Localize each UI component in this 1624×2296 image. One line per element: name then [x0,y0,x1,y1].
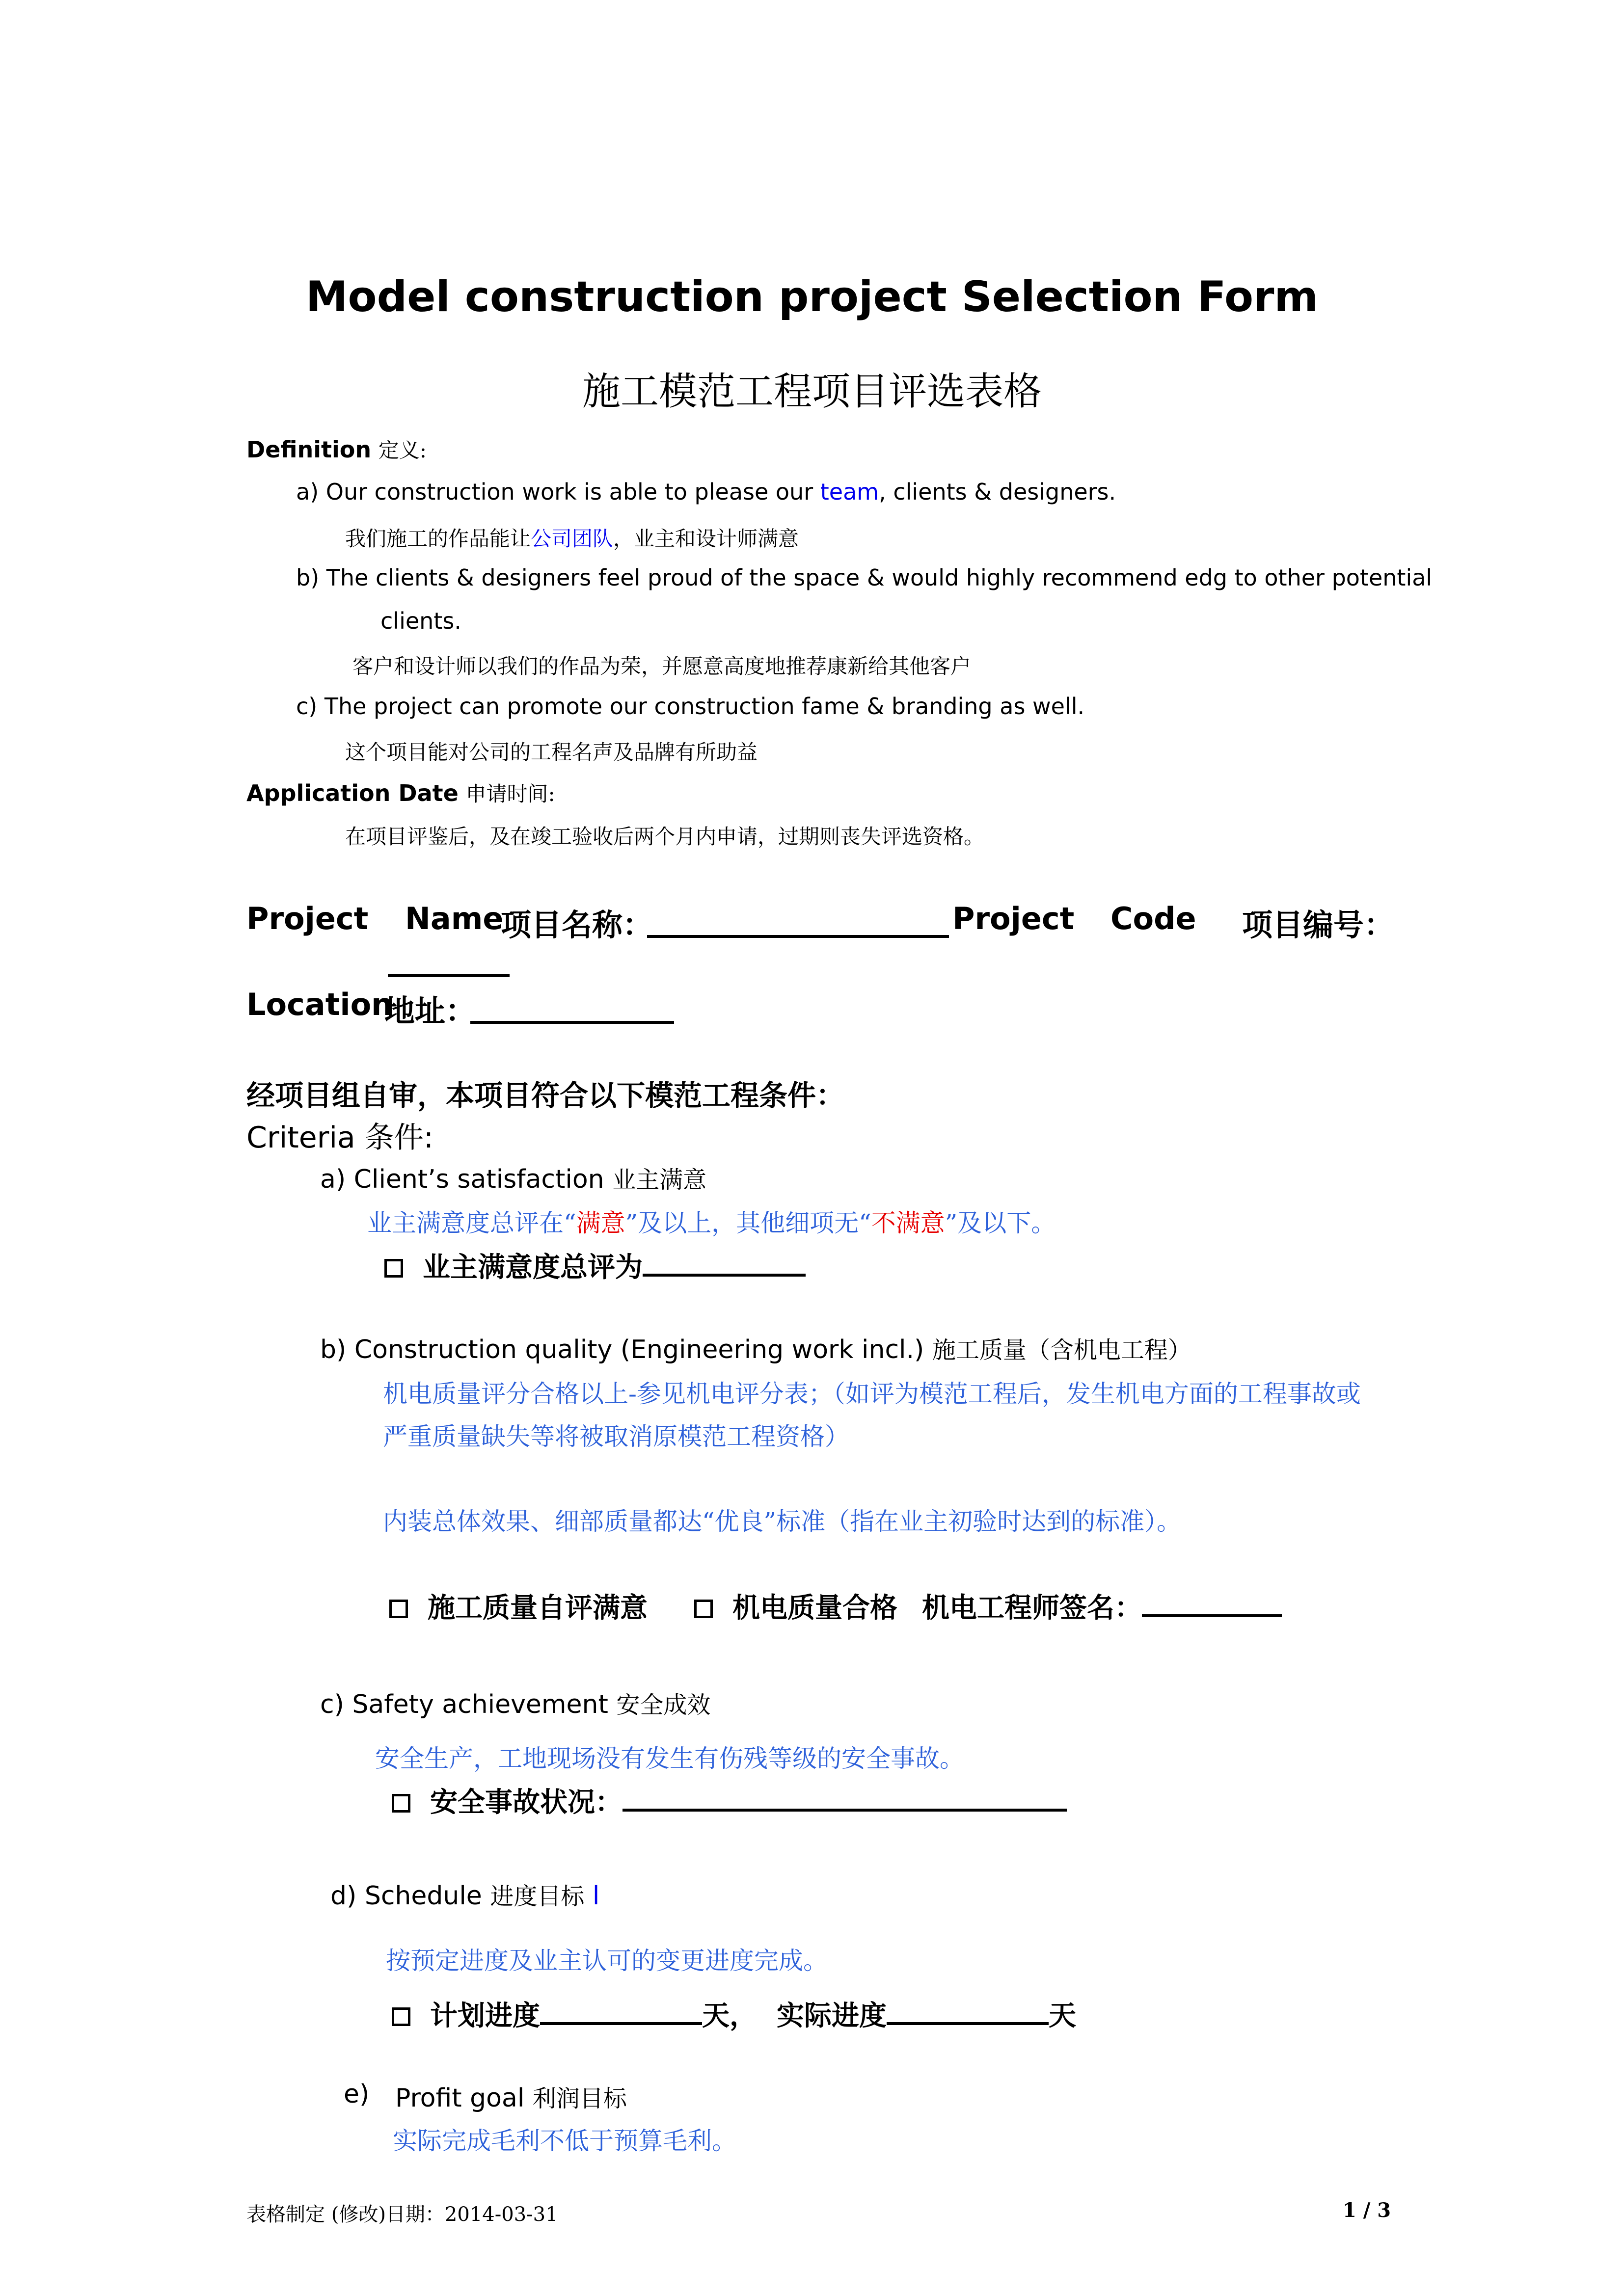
location-label-cn: 地址： [384,993,476,1029]
criterion-a-check-row [384,1246,806,1285]
criterion-a-desc-1: 业主满意度总评在“ [367,1209,576,1237]
self-review-heading: 经项目组自审，本项目符合以下模范工程条件： [246,1079,845,1112]
criterion-d-desc: 按预定进度及业主认可的变更进度完成。 [386,1947,828,1975]
definition-b-cn: 客户和设计师以我们的作品为荣，并愿意高度地推荐康新给其他客户 [352,654,972,678]
criterion-e-title [395,2080,627,2113]
criterion-b-title-en: b) Construction quality (Engineering work incl.) [320,1335,924,1364]
criterion-b-desc-line1: 机电质量评分合格以上-参见机电评分表；（如评为模范工程后，发生机电方面的工程事故或 [383,1380,1361,1408]
criterion-c-title-cn: 安全成效 [616,1691,711,1719]
project-name-label-1: Project [246,901,369,936]
criterion-d-check-row [392,1994,1076,2033]
criteria-label-cn: 条件: [364,1121,434,1155]
criterion-d-mark: l [592,1881,600,1911]
criterion-a-desc-red-1: 满意 [576,1209,625,1237]
definition-a-team: team [820,479,879,505]
criterion-b-check-row [389,1586,1282,1626]
location-label: Location [246,987,393,1022]
criterion-e-title-en: Profit goal [395,2083,525,2113]
criterion-a-field[interactable] [643,1254,806,1277]
criterion-e-title-cn: 利润目标 [532,2085,627,2112]
criterion-d-actual-unit: 天 [1049,2000,1076,2032]
page-title-cn: 施工模范工程项目评选表格 [582,370,1042,414]
definition-c: c) The project can promote our construction fame & branding as well. [296,693,1085,720]
definition-a-cn-1: 我们施工的作品能让 [345,527,531,551]
checkbox[interactable] [694,1600,713,1618]
application-label-cn: 申请时间: [465,782,555,806]
criterion-a-desc-3: ”及以下。 [945,1209,1056,1237]
checkbox[interactable] [392,2007,410,2026]
page-title: Model construction project Selection Form [305,272,1319,321]
criterion-d-planned-label: 计划进度 [430,2000,540,2032]
criteria-label: Criteria [246,1121,355,1155]
definition-a [296,479,1116,505]
project-code-label-2: Code [1110,901,1196,936]
criterion-b-desc-line3: 内装总体效果、细部质量都达“优良”标准（指在业主初验时达到的标准）。 [383,1507,1182,1536]
definition-a-cn-2: ，业主和设计师满意 [613,527,799,551]
definition-a-suffix: , clients & designers. [879,479,1116,505]
criterion-d-planned-unit: 天， [702,2000,757,2032]
criterion-a-title [320,1161,706,1195]
footer-page-number: 1 / 3 [1343,2199,1391,2222]
criterion-b-sign-label: 机电工程师签名： [922,1592,1142,1624]
definition-a-cn [345,523,799,552]
criterion-b-check-2-label: 机电质量合格 [732,1592,897,1624]
criterion-a-desc-red-2: 不满意 [871,1209,945,1237]
criterion-a-desc-2: ”及以上，其他细项无“ [625,1209,871,1237]
criterion-b-title [320,1331,1191,1365]
application-text: 在项目评鉴后，及在竣工验收后两个月内申请，过期则丧失评选资格。 [345,825,985,849]
criterion-d-title [330,1877,599,1911]
criterion-b-desc-line2: 严重质量缺失等将被取消原模范工程资格） [383,1422,849,1451]
criterion-a-check-label: 业主满意度总评为 [423,1252,643,1283]
definition-c-cn: 这个项目能对公司的工程名声及品牌有所助益 [345,740,758,764]
criterion-e-letter: e) [344,2080,370,2109]
criterion-e-desc: 实际完成毛利不低于预算毛利。 [393,2127,736,2155]
criterion-c-title-en: c) Safety achievement [320,1690,608,1719]
criterion-c-check-label: 安全事故状况： [430,1787,623,1818]
project-name-label-cn: 项目名称： [501,907,653,943]
criterion-c-field[interactable] [623,1789,1067,1812]
definition-b-line2: clients. [380,608,461,634]
criterion-c-desc: 安全生产，工地现场没有发生有伤残等级的安全事故。 [375,1744,964,1773]
definition-a-prefix: a) Our construction work is able to please our [296,479,820,505]
criterion-b-title-cn: 施工质量（含机电工程） [932,1336,1191,1364]
definition-b-line1: b) The clients & designers feel proud of the space & would highly recommend edg to other potential [296,564,1433,591]
criterion-d-actual-label: 实际进度 [777,2000,887,2032]
project-code-label-cn: 项目编号： [1242,907,1395,943]
criterion-c-title [320,1686,710,1720]
criterion-d-title-cn: 进度目标 [490,1883,585,1910]
criterion-a-title-en: a) Client’s satisfaction [320,1165,604,1194]
project-name-label-2: Name [405,901,504,936]
application-heading [246,778,555,807]
definition-label: Definition [246,436,372,463]
criterion-d-actual-field[interactable] [887,2002,1049,2025]
criterion-a-title-cn: 业主满意 [612,1166,707,1194]
criterion-c-check-row [392,1781,1067,1820]
footer-revision-date: 表格制定 (修改)日期：2014-03-31 [246,2203,558,2226]
definition-heading [246,434,427,464]
location-field[interactable] [470,996,674,1024]
criterion-b-check-1-label: 施工质量自评满意 [428,1592,648,1624]
criteria-heading [246,1114,433,1156]
project-code-field[interactable] [388,952,510,977]
checkbox[interactable] [392,1794,410,1813]
checkbox[interactable] [389,1600,408,1618]
criterion-d-planned-field[interactable] [540,2002,702,2025]
definition-label-cn: 定义: [378,438,427,462]
criterion-d-title-en: d) Schedule [330,1881,482,1911]
project-code-label-1: Project [952,901,1075,936]
definition-a-cn-team: 公司团队 [531,527,614,551]
project-name-field[interactable] [647,910,949,938]
criterion-b-sign-field[interactable] [1142,1595,1282,1617]
criterion-a-desc [367,1203,1056,1239]
application-label: Application Date [246,780,459,806]
checkbox[interactable] [384,1259,403,1278]
